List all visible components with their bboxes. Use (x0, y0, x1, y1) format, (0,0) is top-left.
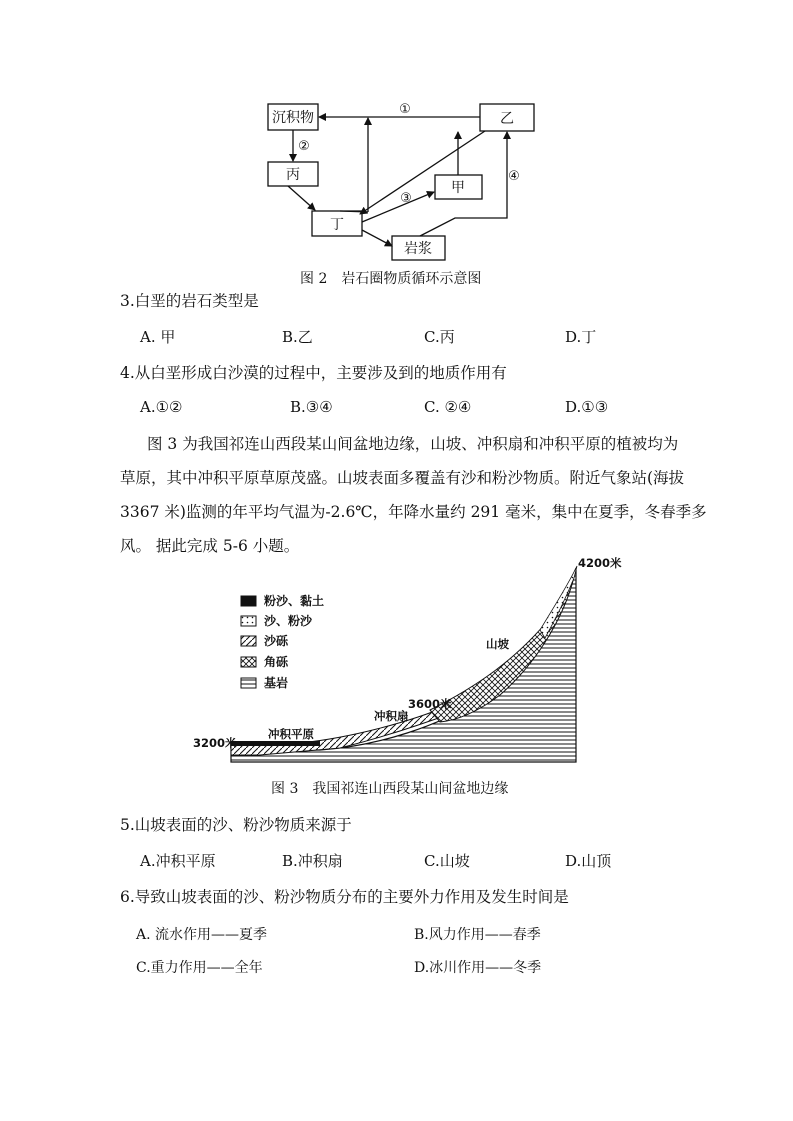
plain-silt-clay (231, 741, 320, 746)
q4-option-a: A.①② (140, 398, 183, 416)
q3-option-b: B.乙 (282, 328, 313, 346)
rock-cycle-diagram (0, 0, 793, 300)
label-3200m: 3200米 (193, 736, 237, 750)
q3-option-d: D.丁 (565, 328, 597, 346)
q3-option-c: C.丙 (424, 328, 455, 346)
arrow-ding-to-yanjiang (362, 230, 392, 246)
figure2-caption: 图 2 岩石圈物质循环示意图 (300, 271, 482, 287)
arrow-yi-to-ding (360, 131, 485, 214)
arrow-label-3: ③ (400, 191, 412, 206)
box-jia-label: 甲 (451, 180, 465, 196)
passage-line-4: 风。 据此完成 5-6 小题。 (120, 537, 300, 555)
legend-label-sand: 沙、粉沙 (264, 614, 313, 628)
arrow-ding-to-jia (362, 192, 434, 222)
q4-option-d: D.①③ (565, 398, 609, 416)
box-bing-label: 丙 (286, 167, 300, 183)
q6-option-d: D.冰川作用——冬季 (414, 960, 542, 976)
label-3600m: 3600米 (408, 697, 452, 711)
q3-option-a: A. 甲 (140, 328, 176, 346)
arrow-label-2: ② (298, 139, 310, 154)
box-ding-label: 丁 (330, 217, 344, 233)
label-plain: 冲积平原 (268, 727, 314, 741)
legend-label-gravel: 沙砾 (264, 634, 289, 648)
legend-swatch-gravel (241, 636, 256, 646)
q6-option-b: B.风力作用——春季 (414, 927, 541, 943)
legend-swatch-bedrock (241, 678, 256, 688)
passage-line-2: 草原，其中冲积平原草原茂盛。山坡表面多覆盖有沙和粉沙物质。附近气象站(海拔 (120, 469, 685, 487)
legend-swatch-silt-clay (241, 596, 256, 606)
q5-option-c: C.山坡 (424, 852, 470, 870)
label-4200m: 4200米 (578, 556, 622, 570)
label-fan: 冲积扇 (374, 709, 409, 723)
legend-label-bedrock: 基岩 (264, 676, 289, 690)
q5-option-a: A.冲积平原 (140, 852, 216, 870)
q6-option-a: A. 流水作用——夏季 (136, 927, 268, 943)
q5-option-d: D.山顶 (565, 852, 612, 870)
passage-line-3: 3367 米)监测的年平均气温为-2.6℃，年降水量约 291 毫米，集中在夏季，冬春季多 (120, 503, 707, 521)
passage-line-1: 图 3 为我国祁连山西段某山间盆地边缘，山坡、冲积扇和冲积平原的植被均为 (147, 435, 679, 453)
legend-swatch-breccia (241, 657, 256, 667)
q4-option-c: C. ②④ (424, 398, 472, 416)
box-sediment-label: 沉积物 (272, 110, 314, 126)
question-4-stem: 4.从白垩形成白沙漠的过程中，主要涉及到的地质作用有 (120, 364, 507, 382)
figure3-caption: 图 3 我国祁连山西段某山间盆地边缘 (271, 781, 509, 797)
q6-option-c: C.重力作用——全年 (136, 960, 263, 976)
basin-profile-diagram (0, 550, 793, 775)
box-yanjiang-label: 岩浆 (404, 241, 432, 257)
arrow-bing-to-ding (288, 186, 315, 210)
question-6-stem: 6.导致山坡表面的沙、粉沙物质分布的主要外力作用及发生时间是 (120, 888, 569, 906)
legend-swatch-sand (241, 616, 256, 626)
legend-label-silt-clay: 粉沙、黏土 (264, 594, 325, 608)
arrow-label-1: ① (399, 102, 411, 117)
question-5-stem: 5.山坡表面的沙、粉沙物质来源于 (120, 816, 352, 834)
box-yi-label: 乙 (500, 111, 514, 127)
legend-label-breccia: 角砾 (264, 655, 289, 669)
label-slope: 山坡 (486, 637, 509, 651)
question-3-stem: 3.白垩的岩石类型是 (120, 292, 259, 310)
q4-option-b: B.③④ (290, 398, 333, 416)
arrow-label-4: ④ (508, 169, 520, 184)
q5-option-b: B.冲积扇 (282, 852, 343, 870)
